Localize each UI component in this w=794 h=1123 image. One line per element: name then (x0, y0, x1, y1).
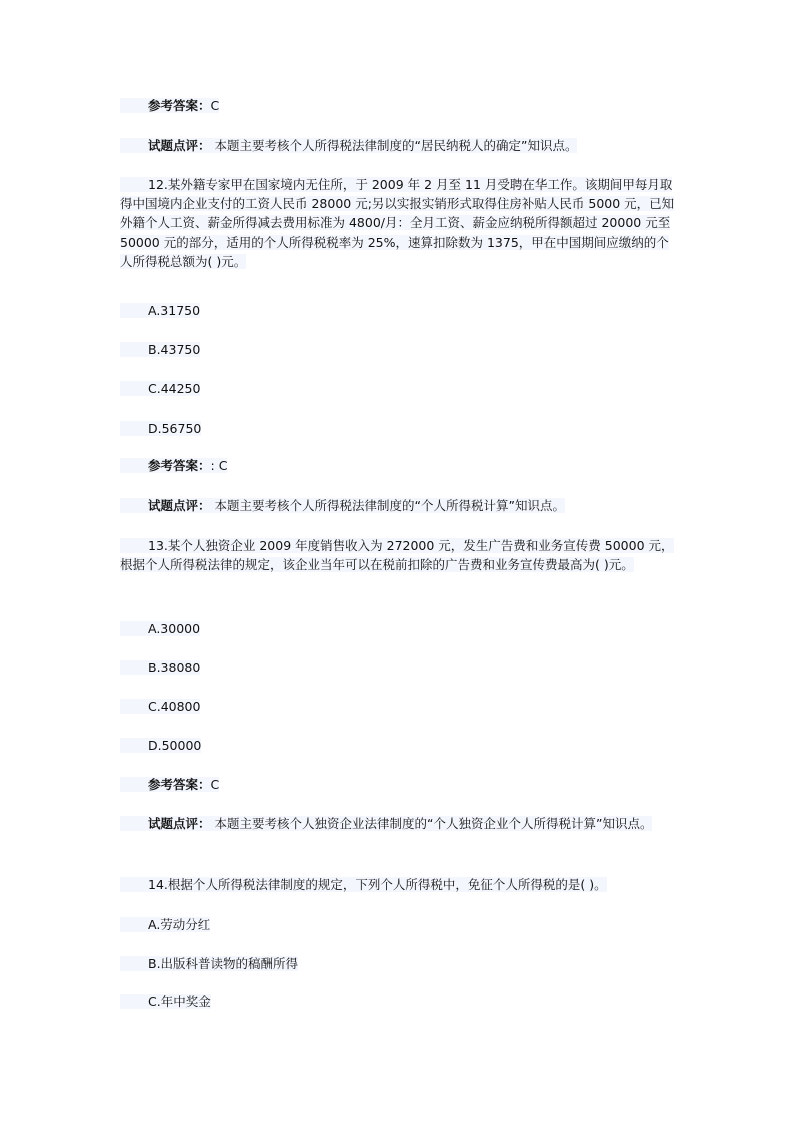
comment-13 (120, 814, 676, 833)
option-13-d (120, 736, 676, 755)
text: C (210, 98, 220, 113)
text: B.38080 (148, 660, 201, 675)
label: 试题点评： (148, 498, 211, 513)
question-12 (120, 175, 676, 271)
text: C.40800 (148, 699, 201, 714)
text: B.出版科普读物的稿酬所得 (148, 956, 299, 971)
option-13-b (120, 658, 676, 677)
text: C.44250 (148, 381, 201, 396)
text: 本题主要考核个人所得税法律制度的“个人所得税计算”知识点。 (210, 498, 565, 513)
question-14 (120, 875, 676, 894)
label: 参考答案： (148, 98, 211, 113)
text: D.56750 (148, 421, 202, 436)
text: C.年中奖金 (148, 994, 211, 1009)
text: A.30000 (148, 621, 201, 636)
text: A.劳动分红 (148, 917, 211, 932)
text: : C (210, 458, 228, 473)
text: C (210, 777, 220, 792)
option-14-c (120, 992, 676, 1011)
question-13 (120, 536, 676, 574)
option-14-b (120, 954, 676, 973)
comment-12 (120, 496, 676, 515)
text: 13.某个人独资企业 2009 年度销售收入为 272000 元，发生广告费和业务宣传费 50000 元，根据个人所得税法律的规定，该企业当年可以在税前扣除的广告费和业务宣传费最高为( )元。 (120, 538, 674, 573)
text: B.43750 (148, 342, 201, 357)
option-12-d (120, 419, 676, 438)
label: 试题点评： (148, 816, 211, 831)
text: 12.某外籍专家甲在国家境内无住所，于 2009 年 2 月至 11 月受聘在华工作。该期间甲每月取得中国境内企业支付的工资人民币 28000 元;另以实报实销形式取得住房补贴人民币 5000 元，已知外籍个人工资、薪金所得减去费用标准为 4800/月：全月工资、薪金应纳税所得额超过 20000 元至 50000 元的部分，适用的个人所得税税率为 25%，速算扣除数为 1375，甲在中国期间应缴纳的个人所得税总额为( )元。 (120, 177, 675, 269)
label: 试题点评： (148, 138, 211, 153)
text: A.31750 (148, 303, 201, 318)
text: D.50000 (148, 738, 202, 753)
label: 参考答案： (148, 458, 211, 473)
option-12-b (120, 340, 676, 359)
text: 14.根据个人所得税法律制度的规定，下列个人所得税中，免征个人所得税的是( )。 (148, 877, 607, 892)
option-13-c (120, 697, 676, 716)
answer-12 (120, 456, 676, 475)
option-12-a (120, 301, 676, 320)
option-14-a (120, 915, 676, 934)
answer-13 (120, 775, 676, 794)
answer-12-prev (120, 96, 676, 115)
option-13-a (120, 619, 676, 638)
option-12-c (120, 379, 676, 398)
text: 本题主要考核个人所得税法律制度的“居民纳税人的确定”知识点。 (210, 138, 578, 153)
comment-prev (120, 136, 676, 155)
text: 本题主要考核个人独资企业法律制度的“个人独资企业个人所得税计算”知识点。 (210, 816, 653, 831)
label: 参考答案： (148, 777, 211, 792)
